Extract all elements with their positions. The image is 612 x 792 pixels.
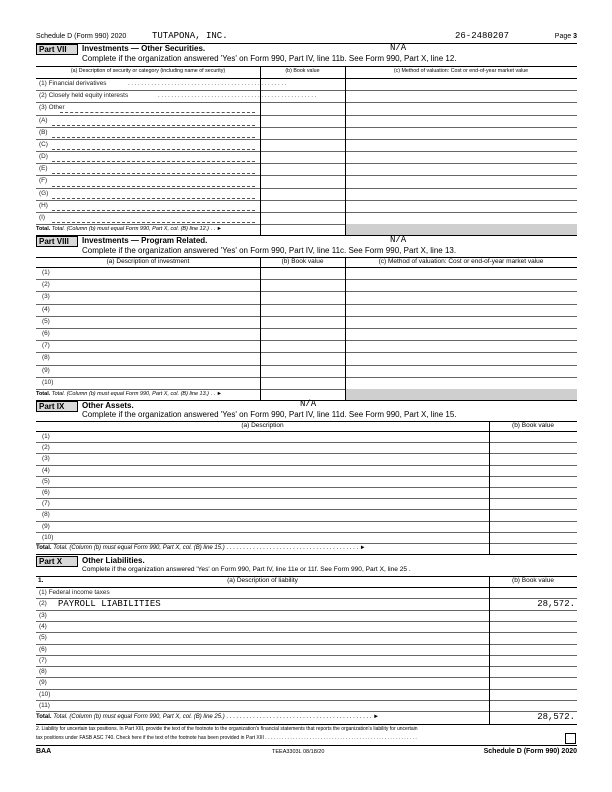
row-divider: [36, 115, 577, 116]
part8-row-label: (10): [42, 378, 54, 386]
part8-row-label: (1): [42, 269, 50, 276]
leader-line: [52, 130, 255, 138]
rule: [36, 267, 577, 268]
row-divider: [36, 476, 577, 477]
part8-col-c: (c) Method of valuation: Cost or end-of-year market value: [378, 258, 544, 265]
part9-row-label: (4): [42, 466, 50, 474]
part7-row-label: (3) Other: [39, 104, 65, 112]
row-divider: [36, 304, 577, 305]
part10-total-value: 28,572.: [537, 712, 575, 722]
row-divider: [36, 90, 577, 91]
leader-line: [60, 105, 255, 113]
rule: [36, 724, 577, 725]
part8-col-b: (b) Book value: [281, 258, 324, 265]
part9-row-label: (8): [42, 511, 50, 519]
footer-form: Schedule D (Form 990) 2020: [483, 748, 577, 755]
part10-total: Total. Total. (Column (b) must equal Form 990, Part X, col. (B) line 25.) . . . . . . . . . . . . . . . . . . . . . . . . . . . . . . . . . . . . . . . . . . . . ►: [36, 714, 380, 720]
part10-row-label: (3): [39, 611, 47, 619]
row-divider: [36, 453, 577, 454]
leader-line: [52, 215, 255, 223]
part8-na: N/A: [390, 235, 407, 245]
part8-row-label: (2): [42, 281, 50, 289]
row-divider: [36, 509, 577, 510]
row-divider: [36, 212, 577, 213]
row-divider: [36, 610, 577, 611]
rule: [36, 745, 577, 746]
part7-row-label: (C): [39, 140, 48, 148]
leader-line: . . . . . . . . . . . . . . . . . . . . . . . . . . . . . . . . . . . . . . . . . . . . . . . .: [128, 81, 287, 87]
leader-line: [52, 154, 255, 162]
rule: [36, 78, 577, 79]
payroll-liabilities-value: 28,572.: [537, 599, 575, 609]
part8-row-label: (9): [42, 366, 50, 374]
row-divider: [36, 689, 577, 690]
part9-row-label: (3): [42, 455, 50, 463]
row-divider: [36, 465, 577, 466]
rule: [36, 554, 577, 555]
footnote-checkbox[interactable]: [565, 733, 576, 744]
part7-col-a: (a) Description of security or category (including name of security): [70, 68, 226, 74]
org-name: TUTAPONA, INC.: [152, 31, 228, 41]
row-divider: [36, 532, 577, 533]
rule: [489, 421, 490, 554]
rule: [345, 257, 346, 400]
row-divider: [36, 151, 577, 152]
part10-col-a: (a) Description of liability: [227, 577, 298, 584]
row-divider: [36, 521, 577, 522]
part7-title: Investments — Other Securities.: [82, 44, 206, 53]
part10-col-b: (b) Book value: [512, 577, 554, 584]
part7-col-c: (c) Method of valuation: Cost or end-of-year market value: [393, 68, 529, 74]
part7-row-label: (H): [39, 201, 48, 209]
part8-row-label: (6): [42, 330, 50, 337]
part7-row-label: (E): [39, 165, 48, 173]
part9-row-label: (7): [42, 500, 50, 508]
row-divider: [36, 442, 577, 443]
part9-na: N/A: [300, 399, 317, 409]
part7-row-label: (F): [39, 177, 48, 185]
footer-baa: BAA: [36, 748, 52, 755]
part9-label: Part IX: [36, 401, 78, 412]
row-divider: [36, 621, 577, 622]
row-divider: [36, 163, 577, 164]
row-divider: [36, 340, 577, 341]
leader-line: [52, 191, 255, 199]
row-divider: [36, 655, 577, 656]
part8-row-label: (3): [42, 293, 50, 301]
part10-row-label: (8): [39, 668, 47, 676]
row-divider: [36, 139, 577, 140]
part9-title: Other Assets.: [82, 401, 134, 410]
rule: [36, 431, 577, 432]
row-divider: [36, 644, 577, 645]
part7-row-label: (B): [39, 128, 48, 136]
part8-total-shade: [345, 389, 577, 400]
part10-row-label: (5): [39, 634, 47, 642]
page-number: Page 3: [554, 33, 577, 40]
part8-total: Total. Total. (Column (b) must equal Form 990, Part X, col. (B) line 13.) . . ►: [36, 391, 223, 397]
part7-instruction: Complete if the organization answered 'Yes' on Form 990, Part IV, line 11b. See Form 990, Part X, line 12.: [82, 54, 457, 63]
row-divider: [36, 543, 577, 544]
footer-code: TEEA3303L 08/18/20: [272, 749, 325, 755]
part9-row-label: (6): [42, 489, 50, 496]
line2-text-a: 2. Liability for uncertain tax positions. In Part XIII, provide the text of the footnote to the organization's financial statements that reports the organization's liability for uncertain: [36, 726, 418, 732]
part7-col-b: (b) Book value: [285, 68, 320, 74]
part9-row-label: (1): [42, 433, 50, 440]
row-divider: [36, 188, 577, 189]
page-header: [36, 31, 577, 43]
ein: 26-2480207: [455, 31, 510, 41]
part8-col-a: (a) Description of investment: [106, 258, 190, 265]
row-divider: [36, 666, 577, 667]
part10-row-label: (9): [39, 679, 47, 687]
row-divider: [36, 175, 577, 176]
part7-label: Part VII: [36, 44, 78, 55]
part7-row-label: (2) Closely held equity interests: [39, 92, 129, 100]
part8-row-label: (5): [42, 317, 50, 325]
part7-total: Total. Total. (Column (b) must equal Form 990, Part X, col. (B) line 12.) . . ►: [36, 226, 223, 232]
row-divider: [36, 365, 577, 366]
part7-row-label: (A): [39, 116, 48, 124]
part8-row-label: (7): [42, 342, 50, 350]
part7-na: N/A: [390, 43, 407, 53]
leader-line: [52, 203, 255, 211]
leader-line: [52, 142, 255, 150]
part10-row-label: (6): [39, 645, 47, 653]
part9-row-label: (5): [42, 477, 50, 485]
row-divider: [36, 377, 577, 378]
row-divider: [36, 102, 577, 103]
part9-instruction: Complete if the organization answered 'Yes' on Form 990, Part IV, line 11d. See Form 990, Part X, line 15.: [82, 410, 457, 419]
part7-row-label: (D): [39, 153, 48, 161]
row-divider: [36, 328, 577, 329]
part7-row-label: (G): [39, 189, 49, 197]
part9-total: Total. Total. (Column (b) must equal Form 990, Part X, col. (B) line 15.) . . . . . . . . . . . . . . . . . . . . . . . . . . . . . . . . . . . . . . . . ►: [36, 545, 366, 551]
part10-row-label: (10): [39, 690, 51, 698]
rule: [260, 66, 261, 235]
part8-title: Investments — Program Related.: [82, 236, 208, 245]
part9-row-label: (9): [42, 522, 50, 530]
rule: [489, 576, 490, 724]
leader-line: [52, 118, 255, 126]
part8-instruction: Complete if the organization answered 'Yes' on Form 990, Part IV, line 11c. See Form 990, Part X, line 13.: [82, 246, 457, 255]
part10-label: Part X: [36, 556, 78, 567]
part9-row-label: (2): [42, 444, 50, 452]
part9-row-label: (10): [42, 533, 54, 541]
row-divider: [36, 316, 577, 317]
part10-instruction: Complete if the organization answered 'Yes' on Form 990, Part IV, line 11e or 11f. See Form 990, Part X, line 25 .: [82, 566, 411, 573]
part8-row-label: (8): [42, 354, 50, 362]
payroll-liabilities-desc: PAYROLL LIABILITIES: [58, 599, 161, 609]
row-divider: [36, 498, 577, 499]
leader-line: . . . . . . . . . . . . . . . . . . . . . . . . . . . . . . . . . . . . . . . . . . . . . . . .: [158, 93, 317, 100]
part7-row-label: (1) Financial derivatives: [39, 80, 107, 87]
part10-row-label: (4): [39, 622, 47, 630]
form-label: Schedule D (Form 990) 2020: [36, 33, 127, 40]
part10-title: Other Liabilities.: [82, 556, 145, 565]
row-divider: [36, 200, 577, 201]
part9-col-b: (b) Book value: [512, 422, 554, 429]
part8-label: Part VIII: [36, 236, 78, 247]
rule: [260, 257, 261, 400]
row-divider: [36, 352, 577, 353]
row-divider: [36, 632, 577, 633]
rule: [345, 66, 346, 235]
leader-line: [52, 166, 255, 174]
row-divider: [36, 700, 577, 701]
row-divider: [36, 291, 577, 292]
rule: [36, 66, 577, 67]
row-divider: [36, 279, 577, 280]
rule: [36, 587, 577, 588]
part10-line1: 1.: [38, 577, 44, 584]
part10-row-label: (7): [39, 656, 47, 664]
part10-row-label: (1) Federal income taxes: [39, 589, 110, 596]
row-divider: [36, 677, 577, 678]
part8-row-label: (4): [42, 305, 50, 313]
part7-total-shade: [345, 224, 577, 235]
part9-col-a: (a) Description: [241, 422, 284, 429]
part10-row-label: (2): [39, 600, 47, 608]
row-divider: [36, 127, 577, 128]
part10-row-label: (11): [39, 702, 50, 709]
row-divider: [36, 487, 577, 488]
line2-text-b: tax positions under FASB ASC 740. Check here if the text of the footnote has been provided in Part XIII . . . . . . . . . . . . . . . . . . . . . . . . . . . . . . . . . . . . . . . . . . . . . . . . . . . . . . .: [36, 735, 417, 741]
leader-line: [52, 178, 255, 186]
part7-row-label: (I): [39, 213, 46, 221]
